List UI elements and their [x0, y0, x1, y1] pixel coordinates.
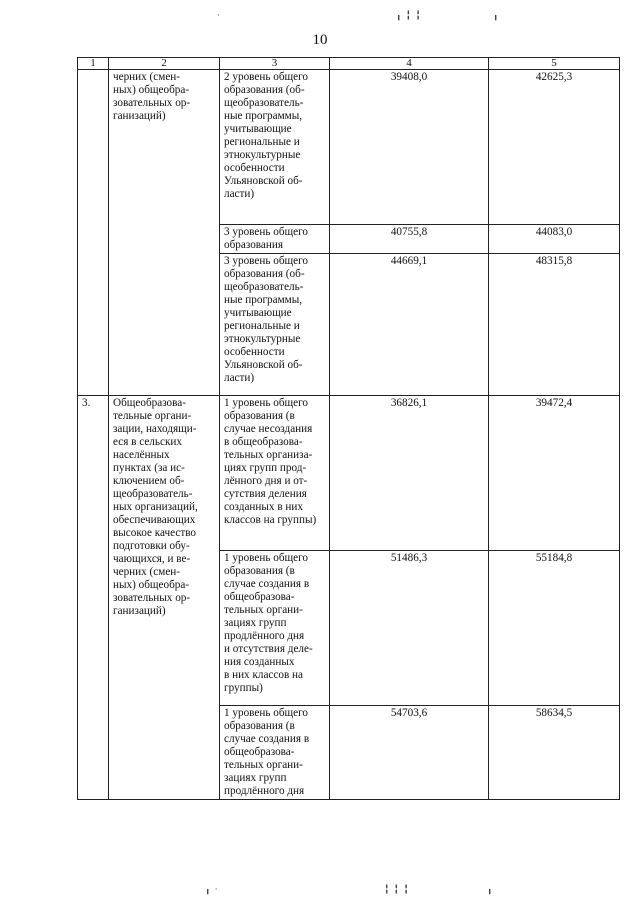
value-col-5: 48315,8: [489, 254, 620, 396]
value-col-5: 44083,0: [489, 225, 620, 254]
page-number: 10: [312, 32, 328, 48]
value-col-4: 40755,8: [330, 225, 489, 254]
table-row: [78, 396, 620, 551]
header-col-5: 5: [489, 58, 620, 70]
value-col-4: 51486,3: [330, 551, 489, 706]
value-col-4: 44669,1: [330, 254, 489, 396]
row-number-cell: [78, 70, 109, 396]
row-number-cell: 3.: [78, 396, 109, 800]
header-row: [78, 58, 620, 70]
scan-artifact: ╻ ╏ ╏: [396, 10, 422, 20]
scan-artifact: ╻: [487, 884, 494, 894]
value-col-4: 36826,1: [330, 396, 489, 551]
scan-artifact: ╏ ╏ ╏: [384, 884, 410, 894]
table-row: [78, 70, 620, 225]
value-col-5: 42625,3: [489, 70, 620, 225]
value-col-5: 58634,5: [489, 706, 620, 800]
value-col-5: 55184,8: [489, 551, 620, 706]
scan-artifact: ╻: [493, 10, 500, 20]
header-col-2: 2: [109, 58, 220, 70]
tariff-table: [77, 57, 620, 800]
education-level-cell: 1 уровень общего образования (в случае создания в общеобразова- тельных органи- зациях групп продлённого дня: [220, 706, 330, 800]
scan-artifact: ·: [217, 10, 221, 20]
value-col-4: 54703,6: [330, 706, 489, 800]
education-level-cell: 2 уровень общего образования (об- щеобразователь- ные программы, учитывающие региональные и этнокультурные особенности Ульяновской об- ласти): [220, 70, 330, 225]
header-col-4: 4: [330, 58, 489, 70]
organization-cell: Общеобразова- тельные органи- зации, находящи- еся в сельских населённых пунктах (за ис- ключением об- щеобразователь- ных организаций, обеспечивающих высокое качество подготовки обу- чающихся, и ве- черних (смен- ных) общеобра- зовательных ор- ганизаций): [109, 396, 220, 800]
education-level-cell: 1 уровень общего образования (в случае несоздания в общеобразова- тельных организа- циях групп прод- лённого дня и от- сутствия деления созданных в них классов на группы): [220, 396, 330, 551]
value-col-4: 39408,0: [330, 70, 489, 225]
organization-cell: черних (смен- ных) общеобра- зовательных ор- ганизаций): [109, 70, 220, 396]
header-col-3: 3: [220, 58, 330, 70]
education-level-cell: 3 уровень общего образования: [220, 225, 330, 254]
value-col-5: 39472,4: [489, 396, 620, 551]
scan-artifact: ╻ ·: [205, 884, 219, 894]
education-level-cell: 1 уровень общего образования (в случае создания в общеобразова- тельных органи- зациях групп продлённого дня и отсутствия деле- ния созданных в них классов на группы): [220, 551, 330, 706]
education-level-cell: 3 уровень общего образования (об- щеобразователь- ные программы, учитывающие региональные и этнокультурные особенности Ульяновской об- ласти): [220, 254, 330, 396]
header-col-1: 1: [78, 58, 109, 70]
